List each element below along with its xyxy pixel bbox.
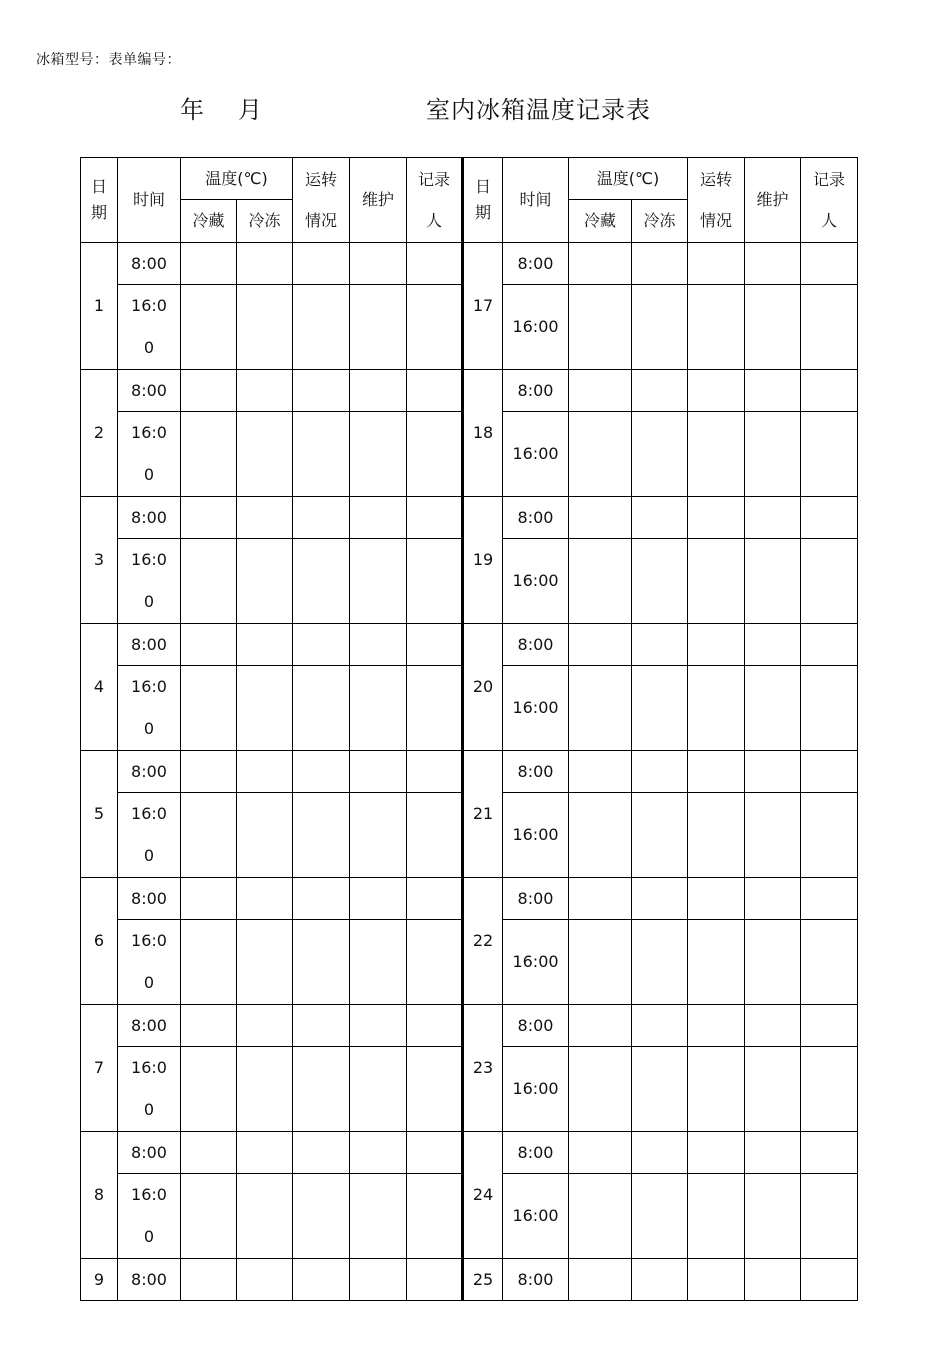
- entry-cell[interactable]: [801, 370, 858, 412]
- header-freeze-right: 冷冻: [632, 200, 688, 243]
- header-row: [81, 158, 858, 200]
- entry-cell[interactable]: [350, 497, 407, 539]
- table-row: [81, 1005, 858, 1047]
- entry-cell[interactable]: [350, 539, 407, 624]
- entry-cell[interactable]: [293, 1132, 350, 1174]
- entry-cell[interactable]: [293, 666, 350, 751]
- entry-cell[interactable]: [632, 751, 688, 793]
- header-operation-right: 运转情况: [688, 158, 745, 243]
- page-title: 室内冰箱温度记录表: [426, 96, 651, 124]
- time-cell: 16:00: [118, 1047, 181, 1132]
- entry-cell[interactable]: [350, 793, 407, 878]
- time-cell: 16:00: [503, 539, 569, 624]
- entry-cell[interactable]: [181, 497, 237, 539]
- entry-cell[interactable]: [688, 539, 745, 624]
- entry-cell[interactable]: [569, 751, 632, 793]
- entry-cell[interactable]: [801, 751, 858, 793]
- entry-cell[interactable]: [688, 285, 745, 370]
- entry-cell[interactable]: [688, 920, 745, 1005]
- entry-cell[interactable]: [688, 878, 745, 920]
- entry-cell[interactable]: [632, 624, 688, 666]
- entry-cell[interactable]: [745, 624, 801, 666]
- form-info: 冰箱型号：表单编号：: [36, 52, 181, 68]
- entry-cell[interactable]: [801, 878, 858, 920]
- entry-cell[interactable]: [407, 751, 463, 793]
- entry-cell[interactable]: [745, 920, 801, 1005]
- entry-cell[interactable]: [407, 920, 463, 1005]
- time-cell: 16:00: [118, 412, 181, 497]
- entry-cell[interactable]: [407, 1132, 463, 1174]
- record-table: [80, 157, 858, 1301]
- entry-cell[interactable]: [745, 1259, 801, 1301]
- entry-cell[interactable]: [181, 1132, 237, 1174]
- entry-cell[interactable]: [237, 1047, 293, 1132]
- time-cell: 16:00: [503, 920, 569, 1005]
- entry-cell[interactable]: [237, 1174, 293, 1259]
- header-operation: 运转情况: [293, 158, 350, 243]
- time-cell: 16:00: [503, 1174, 569, 1259]
- entry-cell[interactable]: [801, 243, 858, 285]
- entry-cell[interactable]: [745, 1005, 801, 1047]
- entry-cell[interactable]: [293, 793, 350, 878]
- entry-cell[interactable]: [181, 1047, 237, 1132]
- entry-cell[interactable]: [293, 370, 350, 412]
- entry-cell[interactable]: [688, 1005, 745, 1047]
- entry-cell[interactable]: [632, 243, 688, 285]
- entry-cell[interactable]: [350, 751, 407, 793]
- header-date: 日期: [81, 158, 118, 243]
- entry-cell[interactable]: [632, 497, 688, 539]
- entry-cell[interactable]: [801, 1132, 858, 1174]
- time-cell: 8:00: [503, 243, 569, 285]
- entry-cell[interactable]: [801, 412, 858, 497]
- entry-cell[interactable]: [569, 793, 632, 878]
- entry-cell[interactable]: [237, 370, 293, 412]
- time-cell: 8:00: [118, 624, 181, 666]
- entry-cell[interactable]: [569, 1174, 632, 1259]
- entry-cell[interactable]: [801, 920, 858, 1005]
- day-cell: 4: [81, 624, 118, 751]
- header-cold: 冷藏: [181, 200, 237, 243]
- day-cell: 21: [463, 751, 503, 878]
- time-cell: 8:00: [118, 1005, 181, 1047]
- day-cell: 25: [463, 1259, 503, 1301]
- day-cell: 5: [81, 751, 118, 878]
- entry-cell[interactable]: [632, 666, 688, 751]
- time-cell: 16:00: [118, 793, 181, 878]
- entry-cell[interactable]: [569, 878, 632, 920]
- entry-cell[interactable]: [350, 878, 407, 920]
- entry-cell[interactable]: [688, 412, 745, 497]
- time-cell: 16:00: [503, 412, 569, 497]
- table-row: [81, 497, 858, 539]
- day-cell: 20: [463, 624, 503, 751]
- entry-cell[interactable]: [745, 878, 801, 920]
- entry-cell[interactable]: [181, 1005, 237, 1047]
- entry-cell[interactable]: [632, 370, 688, 412]
- time-cell: 8:00: [118, 243, 181, 285]
- entry-cell[interactable]: [745, 1174, 801, 1259]
- entry-cell[interactable]: [801, 1047, 858, 1132]
- entry-cell[interactable]: [569, 624, 632, 666]
- day-cell: 17: [463, 243, 503, 370]
- day-cell: 2: [81, 370, 118, 497]
- entry-cell[interactable]: [632, 539, 688, 624]
- entry-cell[interactable]: [569, 285, 632, 370]
- entry-cell[interactable]: [237, 539, 293, 624]
- header-temperature-right: 温度(℃): [569, 158, 688, 200]
- entry-cell[interactable]: [407, 285, 463, 370]
- entry-cell[interactable]: [293, 497, 350, 539]
- entry-cell[interactable]: [632, 412, 688, 497]
- entry-cell[interactable]: [181, 624, 237, 666]
- entry-cell[interactable]: [350, 285, 407, 370]
- time-cell: 16:00: [503, 1047, 569, 1132]
- entry-cell[interactable]: [801, 539, 858, 624]
- entry-cell[interactable]: [181, 878, 237, 920]
- entry-cell[interactable]: [407, 1259, 463, 1301]
- entry-cell[interactable]: [801, 1005, 858, 1047]
- title-month: 月: [238, 96, 262, 124]
- entry-cell[interactable]: [745, 666, 801, 751]
- entry-cell[interactable]: [688, 370, 745, 412]
- entry-cell[interactable]: [293, 539, 350, 624]
- entry-cell[interactable]: [688, 497, 745, 539]
- entry-cell[interactable]: [293, 878, 350, 920]
- entry-cell[interactable]: [407, 624, 463, 666]
- entry-cell[interactable]: [569, 920, 632, 1005]
- entry-cell[interactable]: [407, 497, 463, 539]
- entry-cell[interactable]: [237, 497, 293, 539]
- time-cell: 8:00: [503, 1005, 569, 1047]
- header-date-right: 日期: [463, 158, 503, 243]
- entry-cell[interactable]: [688, 666, 745, 751]
- entry-cell[interactable]: [569, 666, 632, 751]
- entry-cell[interactable]: [237, 793, 293, 878]
- time-cell: 16:00: [118, 1174, 181, 1259]
- header-recorder-right: 记录人: [801, 158, 858, 243]
- entry-cell[interactable]: [181, 285, 237, 370]
- entry-cell[interactable]: [181, 370, 237, 412]
- entry-cell[interactable]: [801, 1259, 858, 1301]
- entry-cell[interactable]: [181, 412, 237, 497]
- entry-cell[interactable]: [350, 1047, 407, 1132]
- entry-cell[interactable]: [237, 666, 293, 751]
- entry-cell[interactable]: [237, 1005, 293, 1047]
- entry-cell[interactable]: [801, 1174, 858, 1259]
- entry-cell[interactable]: [745, 1047, 801, 1132]
- entry-cell[interactable]: [181, 539, 237, 624]
- entry-cell[interactable]: [745, 243, 801, 285]
- entry-cell[interactable]: [293, 624, 350, 666]
- entry-cell[interactable]: [801, 666, 858, 751]
- time-cell: 16:00: [118, 920, 181, 1005]
- entry-cell[interactable]: [632, 285, 688, 370]
- entry-cell[interactable]: [350, 1132, 407, 1174]
- time-cell: 8:00: [503, 1132, 569, 1174]
- entry-cell[interactable]: [293, 1259, 350, 1301]
- entry-cell[interactable]: [237, 920, 293, 1005]
- entry-cell[interactable]: [293, 751, 350, 793]
- entry-cell[interactable]: [632, 793, 688, 878]
- time-cell: 8:00: [118, 878, 181, 920]
- entry-cell[interactable]: [569, 412, 632, 497]
- header-freeze: 冷冻: [237, 200, 293, 243]
- entry-cell[interactable]: [407, 878, 463, 920]
- day-cell: 23: [463, 1005, 503, 1132]
- table-row: [81, 624, 858, 666]
- entry-cell[interactable]: [745, 370, 801, 412]
- entry-cell[interactable]: [350, 1259, 407, 1301]
- title-date: [180, 90, 262, 125]
- entry-cell[interactable]: [181, 793, 237, 878]
- day-cell: 18: [463, 370, 503, 497]
- time-cell: 16:00: [118, 666, 181, 751]
- entry-cell[interactable]: [745, 793, 801, 878]
- time-cell: 8:00: [503, 497, 569, 539]
- table-row: [81, 1132, 858, 1174]
- entry-cell[interactable]: [688, 1132, 745, 1174]
- day-cell: 8: [81, 1132, 118, 1259]
- table-row: [81, 1259, 858, 1301]
- header-time: 时间: [118, 158, 181, 243]
- entry-cell[interactable]: [350, 624, 407, 666]
- entry-cell[interactable]: [350, 1005, 407, 1047]
- table-row: [81, 878, 858, 920]
- time-cell: 8:00: [503, 751, 569, 793]
- entry-cell[interactable]: [181, 920, 237, 1005]
- header-maintenance: 维护: [350, 158, 407, 243]
- entry-cell[interactable]: [293, 285, 350, 370]
- day-cell: 24: [463, 1132, 503, 1259]
- entry-cell[interactable]: [745, 285, 801, 370]
- time-cell: 16:00: [118, 285, 181, 370]
- table-row: [81, 243, 858, 285]
- header-maintenance-right: 维护: [745, 158, 801, 243]
- entry-cell[interactable]: [237, 412, 293, 497]
- entry-cell[interactable]: [569, 1047, 632, 1132]
- time-cell: 8:00: [118, 1132, 181, 1174]
- entry-cell[interactable]: [688, 793, 745, 878]
- entry-cell[interactable]: [350, 666, 407, 751]
- entry-cell[interactable]: [237, 1259, 293, 1301]
- entry-cell[interactable]: [350, 1174, 407, 1259]
- entry-cell[interactable]: [293, 1005, 350, 1047]
- entry-cell[interactable]: [350, 370, 407, 412]
- entry-cell[interactable]: [801, 285, 858, 370]
- entry-cell[interactable]: [801, 793, 858, 878]
- entry-cell[interactable]: [407, 370, 463, 412]
- table-row: [81, 370, 858, 412]
- entry-cell[interactable]: [632, 1174, 688, 1259]
- day-cell: 22: [463, 878, 503, 1005]
- time-cell: 16:00: [503, 666, 569, 751]
- time-cell: 8:00: [118, 751, 181, 793]
- entry-cell[interactable]: [801, 497, 858, 539]
- entry-cell[interactable]: [801, 624, 858, 666]
- title-year: 年: [180, 96, 204, 124]
- entry-cell[interactable]: [569, 243, 632, 285]
- entry-cell[interactable]: [293, 243, 350, 285]
- entry-cell[interactable]: [237, 1132, 293, 1174]
- entry-cell[interactable]: [181, 751, 237, 793]
- entry-cell[interactable]: [569, 1005, 632, 1047]
- entry-cell[interactable]: [632, 1259, 688, 1301]
- day-cell: 7: [81, 1005, 118, 1132]
- day-cell: 1: [81, 243, 118, 370]
- header-recorder: 记录人: [407, 158, 463, 243]
- time-cell: 16:00: [503, 793, 569, 878]
- entry-cell[interactable]: [632, 1005, 688, 1047]
- entry-cell[interactable]: [688, 1259, 745, 1301]
- time-cell: 16:00: [118, 539, 181, 624]
- entry-cell[interactable]: [181, 666, 237, 751]
- entry-cell[interactable]: [745, 751, 801, 793]
- entry-cell[interactable]: [293, 412, 350, 497]
- entry-cell[interactable]: [237, 243, 293, 285]
- entry-cell[interactable]: [407, 539, 463, 624]
- day-cell: 6: [81, 878, 118, 1005]
- time-cell: 8:00: [503, 1259, 569, 1301]
- entry-cell[interactable]: [181, 1174, 237, 1259]
- entry-cell[interactable]: [688, 1047, 745, 1132]
- day-cell: 3: [81, 497, 118, 624]
- entry-cell[interactable]: [632, 1132, 688, 1174]
- entry-cell[interactable]: [407, 1047, 463, 1132]
- entry-cell[interactable]: [688, 751, 745, 793]
- entry-cell[interactable]: [569, 1132, 632, 1174]
- time-cell: 8:00: [503, 878, 569, 920]
- entry-cell[interactable]: [688, 1174, 745, 1259]
- day-cell: 19: [463, 497, 503, 624]
- entry-cell[interactable]: [407, 1005, 463, 1047]
- entry-cell[interactable]: [237, 624, 293, 666]
- entry-cell[interactable]: [407, 666, 463, 751]
- entry-cell[interactable]: [745, 412, 801, 497]
- entry-cell[interactable]: [350, 412, 407, 497]
- entry-cell[interactable]: [407, 793, 463, 878]
- entry-cell[interactable]: [569, 497, 632, 539]
- time-cell: 8:00: [503, 370, 569, 412]
- entry-cell[interactable]: [632, 1047, 688, 1132]
- entry-cell[interactable]: [350, 920, 407, 1005]
- entry-cell[interactable]: [745, 497, 801, 539]
- entry-cell[interactable]: [407, 243, 463, 285]
- entry-cell[interactable]: [181, 1259, 237, 1301]
- time-cell: 8:00: [118, 1259, 181, 1301]
- table-row: [81, 751, 858, 793]
- entry-cell[interactable]: [569, 370, 632, 412]
- entry-cell[interactable]: [237, 878, 293, 920]
- entry-cell[interactable]: [745, 539, 801, 624]
- entry-cell[interactable]: [293, 1174, 350, 1259]
- entry-cell[interactable]: [237, 285, 293, 370]
- entry-cell[interactable]: [407, 412, 463, 497]
- entry-cell[interactable]: [293, 1047, 350, 1132]
- header-temperature: 温度(℃): [181, 158, 293, 200]
- entry-cell[interactable]: [745, 1132, 801, 1174]
- entry-cell[interactable]: [237, 751, 293, 793]
- entry-cell[interactable]: [688, 243, 745, 285]
- entry-cell[interactable]: [181, 243, 237, 285]
- entry-cell[interactable]: [569, 539, 632, 624]
- entry-cell[interactable]: [293, 920, 350, 1005]
- header-cold-right: 冷藏: [569, 200, 632, 243]
- entry-cell[interactable]: [632, 878, 688, 920]
- time-cell: 8:00: [503, 624, 569, 666]
- header-time-right: 时间: [503, 158, 569, 243]
- entry-cell[interactable]: [350, 243, 407, 285]
- time-cell: 8:00: [118, 370, 181, 412]
- entry-cell[interactable]: [632, 920, 688, 1005]
- day-cell: 9: [81, 1259, 118, 1301]
- entry-cell[interactable]: [407, 1174, 463, 1259]
- entry-cell[interactable]: [569, 1259, 632, 1301]
- time-cell: 16:00: [503, 285, 569, 370]
- time-cell: 8:00: [118, 497, 181, 539]
- entry-cell[interactable]: [688, 624, 745, 666]
